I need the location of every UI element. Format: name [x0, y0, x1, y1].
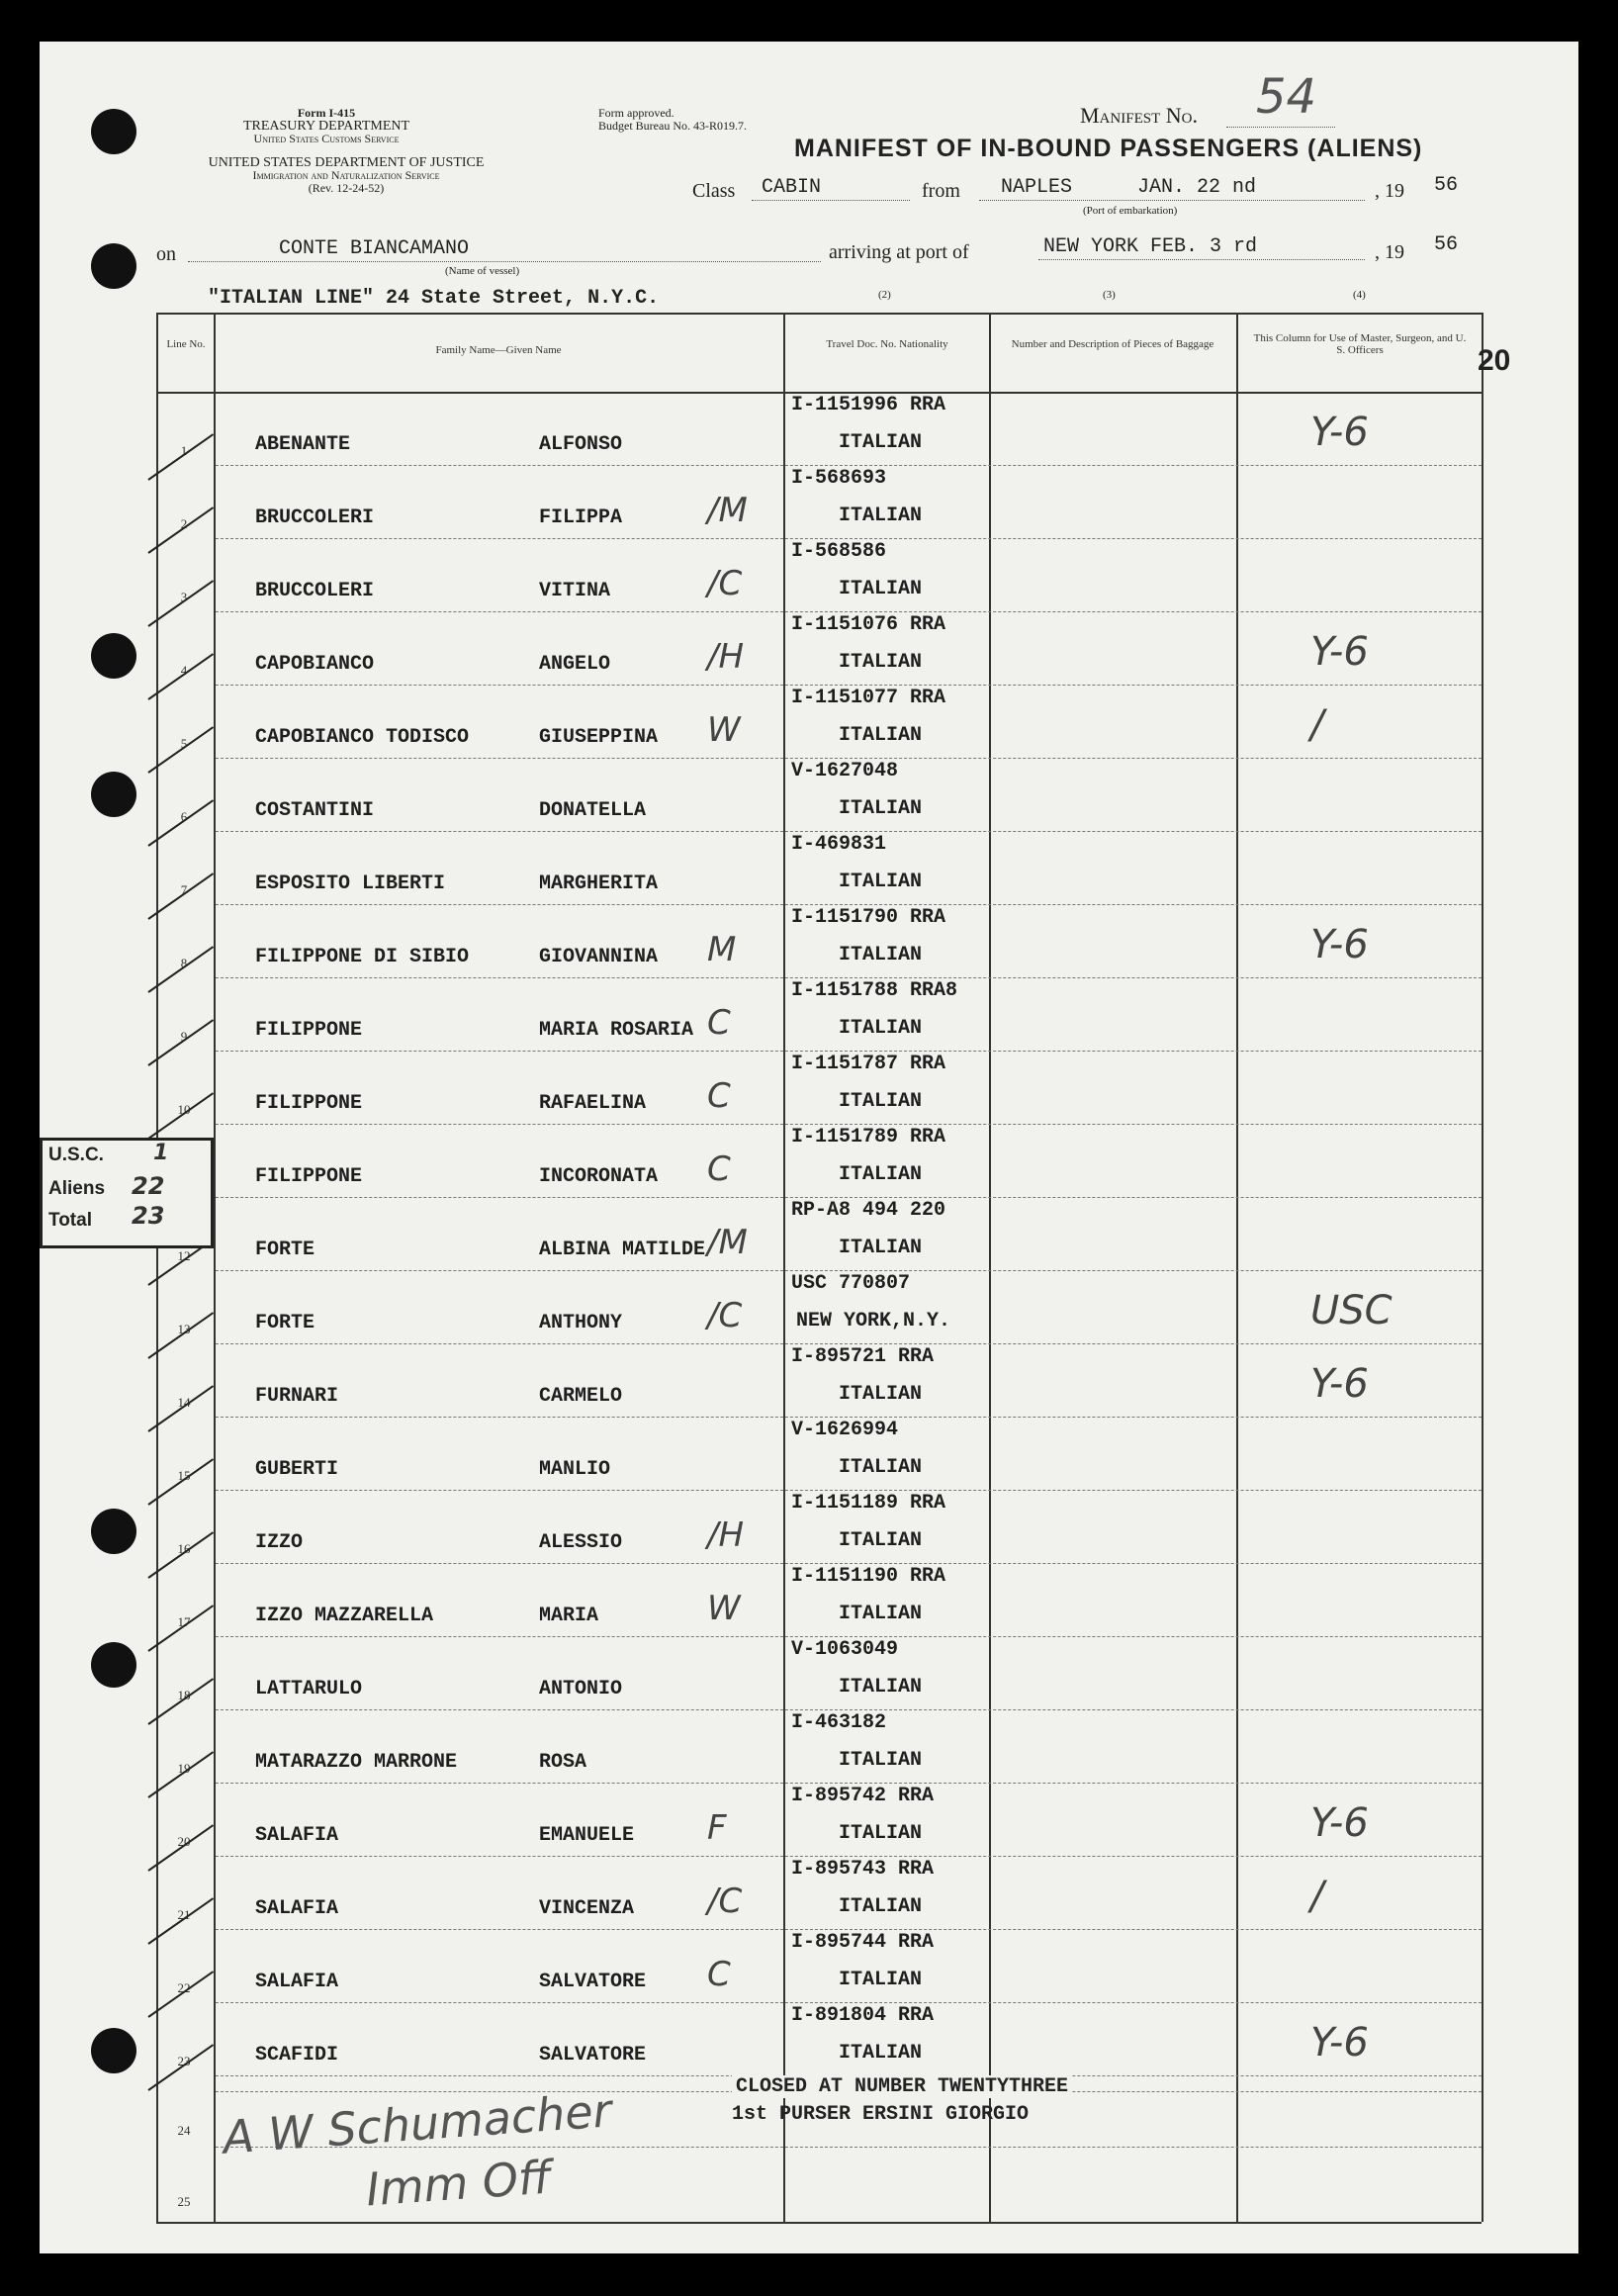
- line-number: 2: [180, 516, 188, 531]
- family-name: LATTARULO: [255, 1678, 363, 1700]
- relationship-mark: /H: [707, 637, 745, 677]
- manifest-number: 54: [1256, 69, 1317, 125]
- given-name: RAFAELINA: [539, 1092, 647, 1115]
- manifest-title: MANIFEST OF IN-BOUND PASSENGERS (ALIENS): [794, 135, 1423, 162]
- stamp-total-value: 23: [132, 1202, 165, 1230]
- year-value: 56: [1434, 174, 1459, 197]
- officer-notation: Y-6: [1310, 410, 1369, 455]
- form-approval: [598, 107, 747, 133]
- nationality: ITALIAN: [839, 1969, 923, 1991]
- family-name: CAPOBIANCO: [255, 653, 375, 676]
- nationality: ITALIAN: [839, 651, 923, 674]
- travel-doc-number: I-463182: [791, 1711, 887, 1734]
- travel-doc-number: I-469831: [791, 833, 887, 856]
- relationship-mark: /C: [707, 564, 743, 603]
- travel-doc-number: I-1151190 RRA: [791, 1565, 946, 1588]
- line-number: 4: [180, 663, 188, 678]
- officer-notation: /: [1310, 1874, 1324, 1919]
- row-line: [216, 1563, 1482, 1564]
- line-number: 21: [177, 1907, 191, 1922]
- row-line: [216, 1270, 1482, 1271]
- nationality: ITALIAN: [839, 2042, 923, 2065]
- given-name: GIOVANNINA: [539, 946, 659, 968]
- nationality: ITALIAN: [839, 1603, 923, 1625]
- arriving-label: arriving at port of: [829, 241, 969, 263]
- relationship-mark: C: [707, 1149, 731, 1189]
- relationship-mark: F: [707, 1808, 727, 1848]
- line-number: 15: [177, 1468, 191, 1483]
- page-marker: 20: [1478, 344, 1511, 377]
- nationality: ITALIAN: [839, 1676, 923, 1699]
- line-number: 8: [180, 956, 188, 970]
- family-name: FILIPPONE DI SIBIO: [255, 946, 470, 968]
- given-name: EMANUELE: [539, 1824, 635, 1847]
- travel-doc-number: I-568693: [791, 467, 887, 490]
- travel-doc-number: V-1626994: [791, 1419, 899, 1441]
- relationship-mark: M: [707, 930, 737, 969]
- line-number: 19: [177, 1761, 191, 1776]
- row-line: [216, 1124, 1482, 1125]
- family-name: ABENANTE: [255, 433, 351, 456]
- stamp-aliens-value: 22: [132, 1172, 165, 1200]
- arr-year-value: 56: [1434, 233, 1459, 256]
- travel-doc-number: I-895742 RRA: [791, 1785, 935, 1807]
- relationship-mark: W: [707, 710, 741, 750]
- row-line: [216, 977, 1482, 978]
- given-name: VINCENZA: [539, 1897, 635, 1920]
- embark-date: JAN. 22 nd: [1137, 176, 1257, 199]
- col-divider: [1236, 313, 1238, 2222]
- from-label: from: [922, 180, 960, 202]
- given-name: ALBINA MATILDE: [539, 1239, 706, 1261]
- family-name: SALAFIA: [255, 1971, 339, 1993]
- line-number: 1: [180, 443, 188, 458]
- line-number: 20: [177, 1834, 191, 1849]
- nationality: ITALIAN: [839, 944, 923, 966]
- line-number: 25: [177, 2194, 191, 2209]
- line-number: 24: [177, 2123, 191, 2138]
- family-name: BRUCCOLERI: [255, 506, 375, 529]
- family-name: FILIPPONE: [255, 1019, 363, 1042]
- officer-notation: /: [1310, 702, 1324, 748]
- relationship-mark: /H: [707, 1515, 745, 1555]
- officer-notation: Y-6: [1310, 922, 1369, 967]
- travel-doc-number: I-1151076 RRA: [791, 613, 946, 636]
- line-number: 13: [177, 1322, 191, 1336]
- nationality: ITALIAN: [839, 1383, 923, 1406]
- closing-line-1: CLOSED AT NUMBER TWENTYTHREE: [732, 2075, 1072, 2098]
- relationship-mark: /C: [707, 1296, 743, 1335]
- table-bottom-border: [156, 2222, 1482, 2224]
- arriving-value: NEW YORK FEB. 3 rd: [1043, 235, 1258, 258]
- row-line: [216, 1490, 1482, 1491]
- line-number: 10: [177, 1102, 191, 1117]
- row-line: [216, 611, 1482, 612]
- family-name: SALAFIA: [255, 1824, 339, 1847]
- count-stamp: [40, 1138, 214, 1248]
- line-info: "ITALIAN LINE" 24 State Street, N.Y.C.: [208, 287, 660, 310]
- row-line: [216, 831, 1482, 832]
- binder-hole: [91, 1642, 136, 1688]
- relationship-mark: C: [707, 1955, 731, 1994]
- binder-hole: [91, 243, 136, 289]
- officer-notation: Y-6: [1310, 1800, 1369, 1846]
- family-name: SALAFIA: [255, 1897, 339, 1920]
- given-name: CARMELO: [539, 1385, 623, 1408]
- travel-doc-number: I-1151788 RRA8: [791, 979, 958, 1002]
- travel-doc-number: I-1151787 RRA: [791, 1053, 946, 1075]
- binder-hole: [91, 2028, 136, 2073]
- family-name: FORTE: [255, 1239, 315, 1261]
- family-name: FURNARI: [255, 1385, 339, 1408]
- binder-hole: [91, 633, 136, 679]
- row-line: [216, 1417, 1482, 1418]
- given-name: ANTONIO: [539, 1678, 623, 1700]
- travel-doc-number: I-895743 RRA: [791, 1858, 935, 1881]
- row-line: [216, 1051, 1482, 1052]
- travel-doc-number: V-1627048: [791, 760, 899, 782]
- travel-doc-number: V-1063049: [791, 1638, 899, 1661]
- row-line: [216, 904, 1482, 905]
- ins-service: Immigration and Naturalization Service: [252, 168, 440, 182]
- given-name: GIUSEPPINA: [539, 726, 659, 749]
- vessel-line: [188, 261, 821, 262]
- col-divider: [214, 313, 216, 2222]
- row-line: [216, 1343, 1482, 1344]
- given-name: MARIA: [539, 1605, 599, 1627]
- travel-doc-number: I-1151077 RRA: [791, 687, 946, 709]
- col-divider: [1482, 313, 1483, 2222]
- nationality: NEW YORK,N.Y.: [796, 1310, 951, 1332]
- col-divider: [989, 313, 991, 2222]
- nationality: ITALIAN: [839, 1090, 923, 1113]
- officer-notation: Y-6: [1310, 2020, 1369, 2066]
- binder-hole: [91, 1509, 136, 1554]
- given-name: ROSA: [539, 1751, 587, 1774]
- col-divider: [783, 313, 785, 2222]
- class-value: CABIN: [762, 176, 822, 199]
- given-name: DONATELLA: [539, 799, 647, 822]
- officer-signature: A W Schumacher: [221, 2083, 614, 2164]
- travel-doc-number: I-895721 RRA: [791, 1345, 935, 1368]
- row-line: [216, 465, 1482, 466]
- relationship-mark: W: [707, 1589, 741, 1628]
- family-name: FILIPPONE: [255, 1092, 363, 1115]
- row-line: [216, 1929, 1482, 1930]
- nationality: ITALIAN: [839, 431, 923, 454]
- form-revision: (Rev. 12-24-52): [308, 181, 385, 195]
- line-number: 6: [180, 809, 188, 824]
- nationality: ITALIAN: [839, 578, 923, 600]
- travel-doc-number: I-1151789 RRA: [791, 1126, 946, 1148]
- binder-hole: [91, 772, 136, 817]
- travel-doc-number: I-891804 RRA: [791, 2004, 935, 2027]
- year-prefix: , 19: [1375, 180, 1404, 202]
- relationship-mark: /M: [707, 491, 748, 530]
- officer-title: Imm Off: [364, 2150, 553, 2217]
- officer-notation: Y-6: [1310, 629, 1369, 675]
- line-number: 23: [177, 2054, 191, 2068]
- vessel-value: CONTE BIANCAMANO: [279, 237, 470, 260]
- nationality: ITALIAN: [839, 1749, 923, 1772]
- manifest-no-label: Manifest No.: [1080, 103, 1198, 128]
- budget-bureau: Budget Bureau No. 43-R019.7.: [598, 119, 747, 133]
- family-name: ESPOSITO LIBERTI: [255, 872, 446, 895]
- family-name: FILIPPONE: [255, 1165, 363, 1188]
- travel-doc-number: I-1151996 RRA: [791, 394, 946, 416]
- class-line: [752, 200, 910, 201]
- from-line: [979, 200, 1365, 201]
- travel-doc-number: I-1151189 RRA: [791, 1492, 946, 1515]
- closing-line-2: 1st PURSER ERSINI GIORGIO: [732, 2103, 1030, 2126]
- col-num-4: (4): [1353, 289, 1366, 301]
- line-number: 17: [177, 1614, 191, 1629]
- nationality: ITALIAN: [839, 724, 923, 747]
- line-number: 9: [180, 1029, 188, 1044]
- col-officers: This Column for Use of Master, Surgeon, and U. S. Officers: [1253, 332, 1467, 356]
- table-top-border: [156, 313, 1482, 315]
- customs-service: United States Customs Service: [253, 132, 400, 145]
- given-name: SALVATORE: [539, 2044, 647, 2066]
- given-name: SALVATORE: [539, 1971, 647, 1993]
- officer-notation: Y-6: [1310, 1361, 1369, 1407]
- stamp-aliens-label: Aliens: [48, 1178, 106, 1199]
- line-number: 12: [177, 1248, 191, 1263]
- family-name: IZZO MAZZARELLA: [255, 1605, 434, 1627]
- given-name: ALESSIO: [539, 1531, 623, 1554]
- row-line: [216, 685, 1482, 686]
- arr-year-prefix: , 19: [1375, 241, 1404, 263]
- line-number: 18: [177, 1688, 191, 1702]
- given-name: ANGELO: [539, 653, 611, 676]
- row-line: [216, 1636, 1482, 1637]
- nationality: ITALIAN: [839, 871, 923, 893]
- form-number: Form I-415: [297, 106, 356, 120]
- nationality: ITALIAN: [839, 797, 923, 820]
- given-name: VITINA: [539, 580, 611, 602]
- family-name: GUBERTI: [255, 1458, 339, 1481]
- row-line: [216, 1709, 1482, 1710]
- nationality: ITALIAN: [839, 1822, 923, 1845]
- row-line: [216, 1783, 1482, 1784]
- nationality: ITALIAN: [839, 1456, 923, 1479]
- row-line: [216, 758, 1482, 759]
- port-caption: (Port of embarkation): [1083, 205, 1178, 217]
- justice-header: [153, 156, 539, 195]
- justice-dept: UNITED STATES DEPARTMENT OF JUSTICE: [208, 155, 485, 170]
- given-name: MANLIO: [539, 1458, 611, 1481]
- col-num-3: (3): [1103, 289, 1116, 301]
- travel-doc-number: I-1151790 RRA: [791, 906, 946, 929]
- nationality: ITALIAN: [839, 1163, 923, 1186]
- nationality: ITALIAN: [839, 505, 923, 527]
- row-line: [216, 1197, 1482, 1198]
- family-name: FORTE: [255, 1312, 315, 1334]
- arriving-line: [1038, 259, 1365, 260]
- row-line: [216, 538, 1482, 539]
- line-number: 3: [180, 590, 188, 604]
- vessel-caption: (Name of vessel): [445, 265, 520, 277]
- col-doc: Travel Doc. No. Nationality: [826, 338, 948, 350]
- relationship-mark: /C: [707, 1882, 743, 1921]
- family-name: SCAFIDI: [255, 2044, 339, 2066]
- class-label: Class: [692, 180, 736, 202]
- manifest-no-line: [1226, 127, 1335, 128]
- family-name: IZZO: [255, 1531, 304, 1554]
- given-name: MARGHERITA: [539, 872, 659, 895]
- form-approved: Form approved.: [598, 106, 674, 120]
- stamp-usc-value: 1: [153, 1141, 169, 1165]
- nationality: ITALIAN: [839, 1895, 923, 1918]
- given-name: MARIA ROSARIA: [539, 1019, 694, 1042]
- on-label: on: [156, 243, 176, 265]
- family-name: MATARAZZO MARRONE: [255, 1751, 458, 1774]
- given-name: INCORONATA: [539, 1165, 659, 1188]
- stamp-total-label: Total: [48, 1210, 92, 1231]
- col-line-no: Line No.: [166, 338, 206, 350]
- treasury-dept: TREASURY DEPARTMENT: [242, 119, 410, 134]
- row-line: [216, 2002, 1482, 2003]
- from-value: NAPLES: [1001, 176, 1073, 199]
- line-number: 5: [180, 736, 188, 751]
- col-baggage: Number and Description of Pieces of Baggage: [1011, 338, 1214, 350]
- given-name: ANTHONY: [539, 1312, 623, 1334]
- family-name: CAPOBIANCO TODISCO: [255, 726, 470, 749]
- given-name: FILIPPA: [539, 506, 623, 529]
- relationship-mark: C: [707, 1003, 731, 1043]
- nationality: ITALIAN: [839, 1529, 923, 1552]
- travel-doc-number: RP-A8 494 220: [791, 1199, 946, 1222]
- family-name: BRUCCOLERI: [255, 580, 375, 602]
- family-name: COSTANTINI: [255, 799, 375, 822]
- line-number: 7: [180, 882, 188, 897]
- nationality: ITALIAN: [839, 1237, 923, 1259]
- line-number: 22: [177, 1980, 191, 1995]
- relationship-mark: C: [707, 1076, 731, 1116]
- stamp-usc-label: U.S.C.: [48, 1145, 104, 1165]
- relationship-mark: /M: [707, 1223, 748, 1262]
- row-line: [216, 1856, 1482, 1857]
- given-name: ALFONSO: [539, 433, 623, 456]
- travel-doc-number: I-895744 RRA: [791, 1931, 935, 1954]
- officer-notation: USC: [1310, 1288, 1393, 1333]
- form-header: [223, 107, 430, 145]
- binder-hole: [91, 109, 136, 154]
- line-number: 16: [177, 1541, 191, 1556]
- col-name: Family Name—Given Name: [435, 344, 562, 356]
- travel-doc-number: I-568586: [791, 540, 887, 563]
- line-number: 14: [177, 1395, 191, 1410]
- col-num-2: (2): [878, 289, 891, 301]
- travel-doc-number: USC 770807: [791, 1272, 911, 1295]
- nationality: ITALIAN: [839, 1017, 923, 1040]
